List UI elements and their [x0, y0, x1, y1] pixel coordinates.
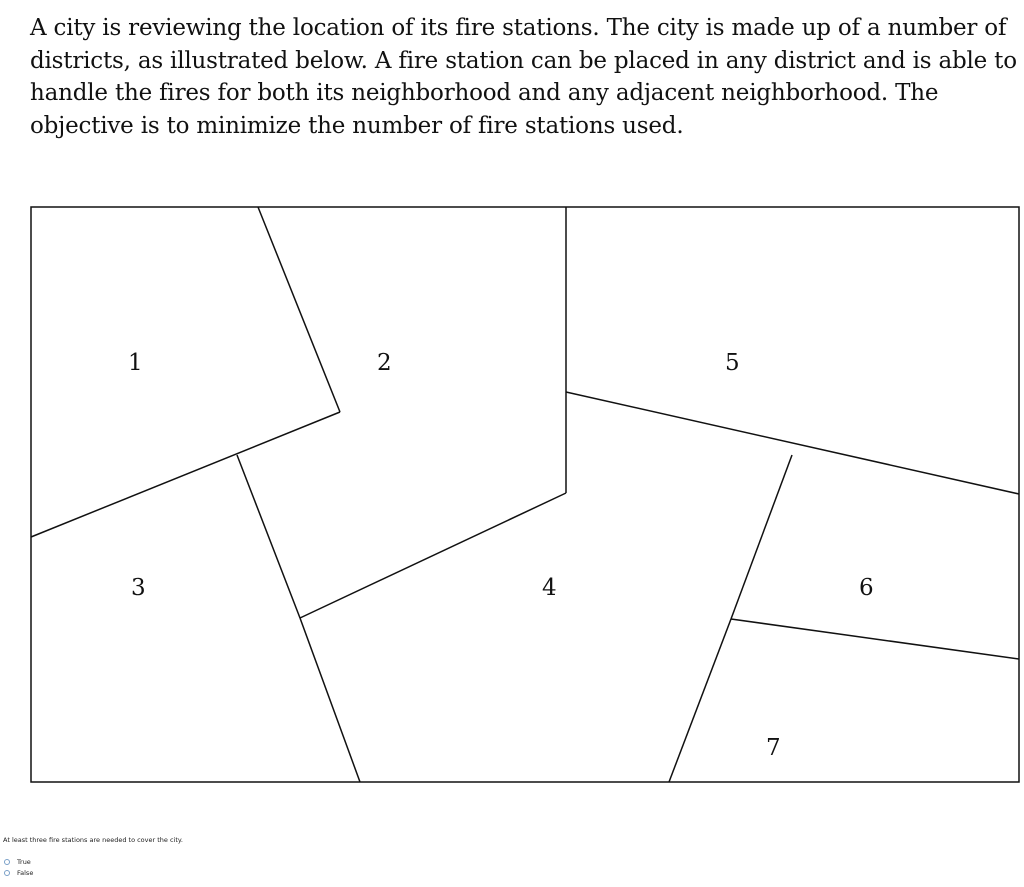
- problem-statement: A city is reviewing the location of its fire stations. The city is made up of a number of districts, as illustrated below. A fire station can be placed in any district and is able to handle the fires for both its neighborhood and any adjacent neighborhood. The objective is to minimize the number of fire stations used.: [30, 15, 1017, 139]
- district-label-3: 3: [131, 575, 146, 601]
- district-label-7: 7: [766, 735, 781, 761]
- district-label-6: 6: [859, 575, 874, 601]
- radio-true[interactable]: [4, 859, 10, 865]
- border-2-4: [300, 493, 566, 618]
- district-label-2: 2: [377, 350, 392, 376]
- city-boundary: [31, 207, 1019, 782]
- border-4-5: [566, 392, 1019, 494]
- option-false[interactable]: [4, 867, 33, 878]
- district-label-5: 5: [725, 350, 740, 376]
- border-3-4: [300, 618, 360, 782]
- option-true-label: True: [17, 857, 31, 866]
- border-1-2: [258, 207, 340, 412]
- option-false-label: False: [17, 868, 34, 877]
- border-2-3: [237, 455, 300, 618]
- border-4-7: [669, 619, 731, 782]
- border-4-6: [731, 455, 792, 619]
- district-label-4: 4: [542, 575, 557, 601]
- question-text: At least three fire stations are needed to cover the city.: [3, 836, 183, 844]
- option-true[interactable]: [4, 856, 33, 867]
- answer-options: [4, 856, 33, 878]
- district-label-1: 1: [128, 350, 143, 376]
- border-6-7: [731, 619, 1019, 659]
- radio-false[interactable]: [4, 870, 10, 876]
- border-1-3: [31, 412, 340, 537]
